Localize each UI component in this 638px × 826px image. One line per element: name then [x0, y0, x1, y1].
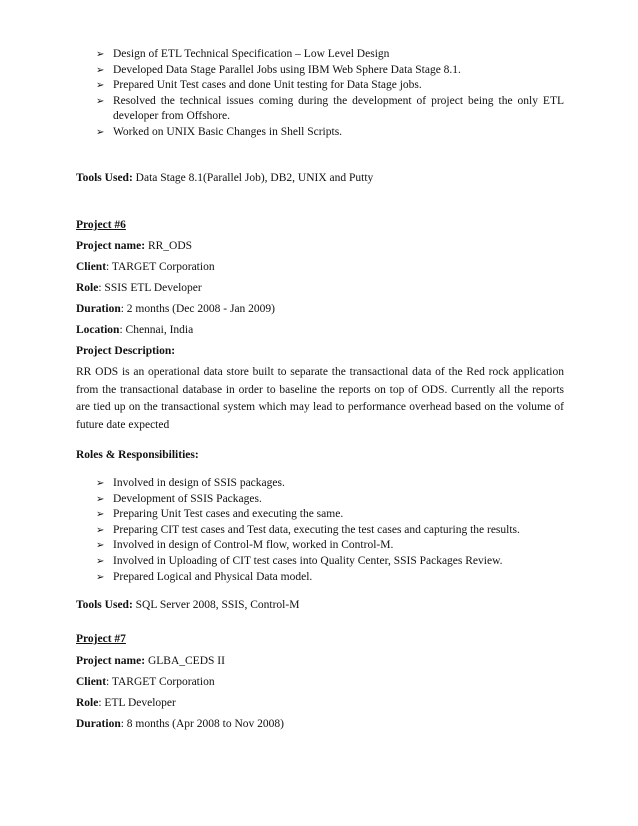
list-item: ➢ Worked on UNIX Basic Changes in Shell Scripts.: [96, 125, 564, 141]
list-item: ➢ Developed Data Stage Parallel Jobs using IBM Web Sphere Data Stage 8.1.: [96, 63, 564, 79]
project-6-heading: Project #6: [76, 219, 126, 231]
responsibilities-list: [96, 476, 564, 585]
project-description-label: Project Description:: [76, 345, 176, 357]
responsibilities-list-previous: [96, 47, 564, 141]
project-description-text: RR ODS is an operational data store built to separate the transactional data of the Red rock application from the transactional database in order to baseline the reports on top of ODS. Currently all the reports are tied up on the transactional system which may lead to performance overhead based on the volume of future date expected: [76, 366, 564, 431]
duration-line: Duration: 8 months (Apr 2008 to Nov 2008): [76, 718, 284, 730]
list-item: ➢ Prepared Logical and Physical Data model.: [96, 570, 564, 586]
arrow-bullet-icon: ➢: [96, 478, 105, 489]
roles-responsibilities-label: Roles & Responsibilities:: [76, 449, 199, 461]
arrow-bullet-icon: ➢: [96, 64, 105, 76]
tools-used-line: Tools Used: SQL Server 2008, SSIS, Control-M: [76, 599, 300, 611]
arrow-bullet-icon: ➢: [96, 126, 105, 138]
project-name-line: Project name: RR_ODS: [76, 240, 193, 252]
list-item: ➢ Involved in design of Control-M flow, worked in Control-M.: [96, 538, 564, 554]
location-line: Location: Chennai, India: [76, 324, 194, 336]
list-item: ➢ Involved in Uploading of CIT test cases into Quality Center, SSIS Packages Review.: [96, 554, 564, 570]
arrow-bullet-icon: ➢: [96, 524, 105, 536]
list-item: ➢ Preparing Unit Test cases and executing the same.: [96, 507, 564, 523]
arrow-bullet-icon: ➢: [96, 571, 105, 583]
client-line: Client: TARGET Corporation: [76, 261, 215, 273]
arrow-bullet-icon: ➢: [96, 493, 105, 505]
duration-line: Duration: 2 months (Dec 2008 - Jan 2009): [76, 303, 276, 315]
project-name-line: Project name: GLBA_CEDS II: [76, 655, 225, 667]
role-line: Role: SSIS ETL Developer: [76, 282, 202, 294]
client-line: Client: TARGET Corporation: [76, 676, 215, 688]
arrow-bullet-icon: ➢: [96, 80, 105, 92]
role-line: Role: ETL Developer: [76, 697, 176, 709]
list-item: ➢ Resolved the technical issues coming during the development of project being the only ETL developer from Offshore.: [96, 94, 564, 123]
list-item: ➢ Design of ETL Technical Specification – Low Level Design: [96, 47, 564, 63]
arrow-bullet-icon: ➢: [96, 509, 105, 521]
arrow-bullet-icon: ➢: [96, 555, 105, 567]
list-item: ➢ Prepared Unit Test cases and done Unit testing for Data Stage jobs.: [96, 78, 564, 94]
arrow-bullet-icon: ➢: [96, 95, 105, 107]
list-item: ➢ Preparing CIT test cases and Test data, executing the test cases and capturing the results.: [96, 523, 564, 539]
arrow-bullet-icon: ➢: [96, 49, 105, 60]
list-item: ➢ Involved in design of SSIS packages.: [96, 476, 564, 492]
project-7-heading: Project #7: [76, 633, 126, 645]
arrow-bullet-icon: ➢: [96, 540, 105, 552]
list-item: ➢ Development of SSIS Packages.: [96, 492, 564, 508]
tools-used-line: Tools Used: Data Stage 8.1(Parallel Job), DB2, UNIX and Putty: [76, 172, 374, 184]
